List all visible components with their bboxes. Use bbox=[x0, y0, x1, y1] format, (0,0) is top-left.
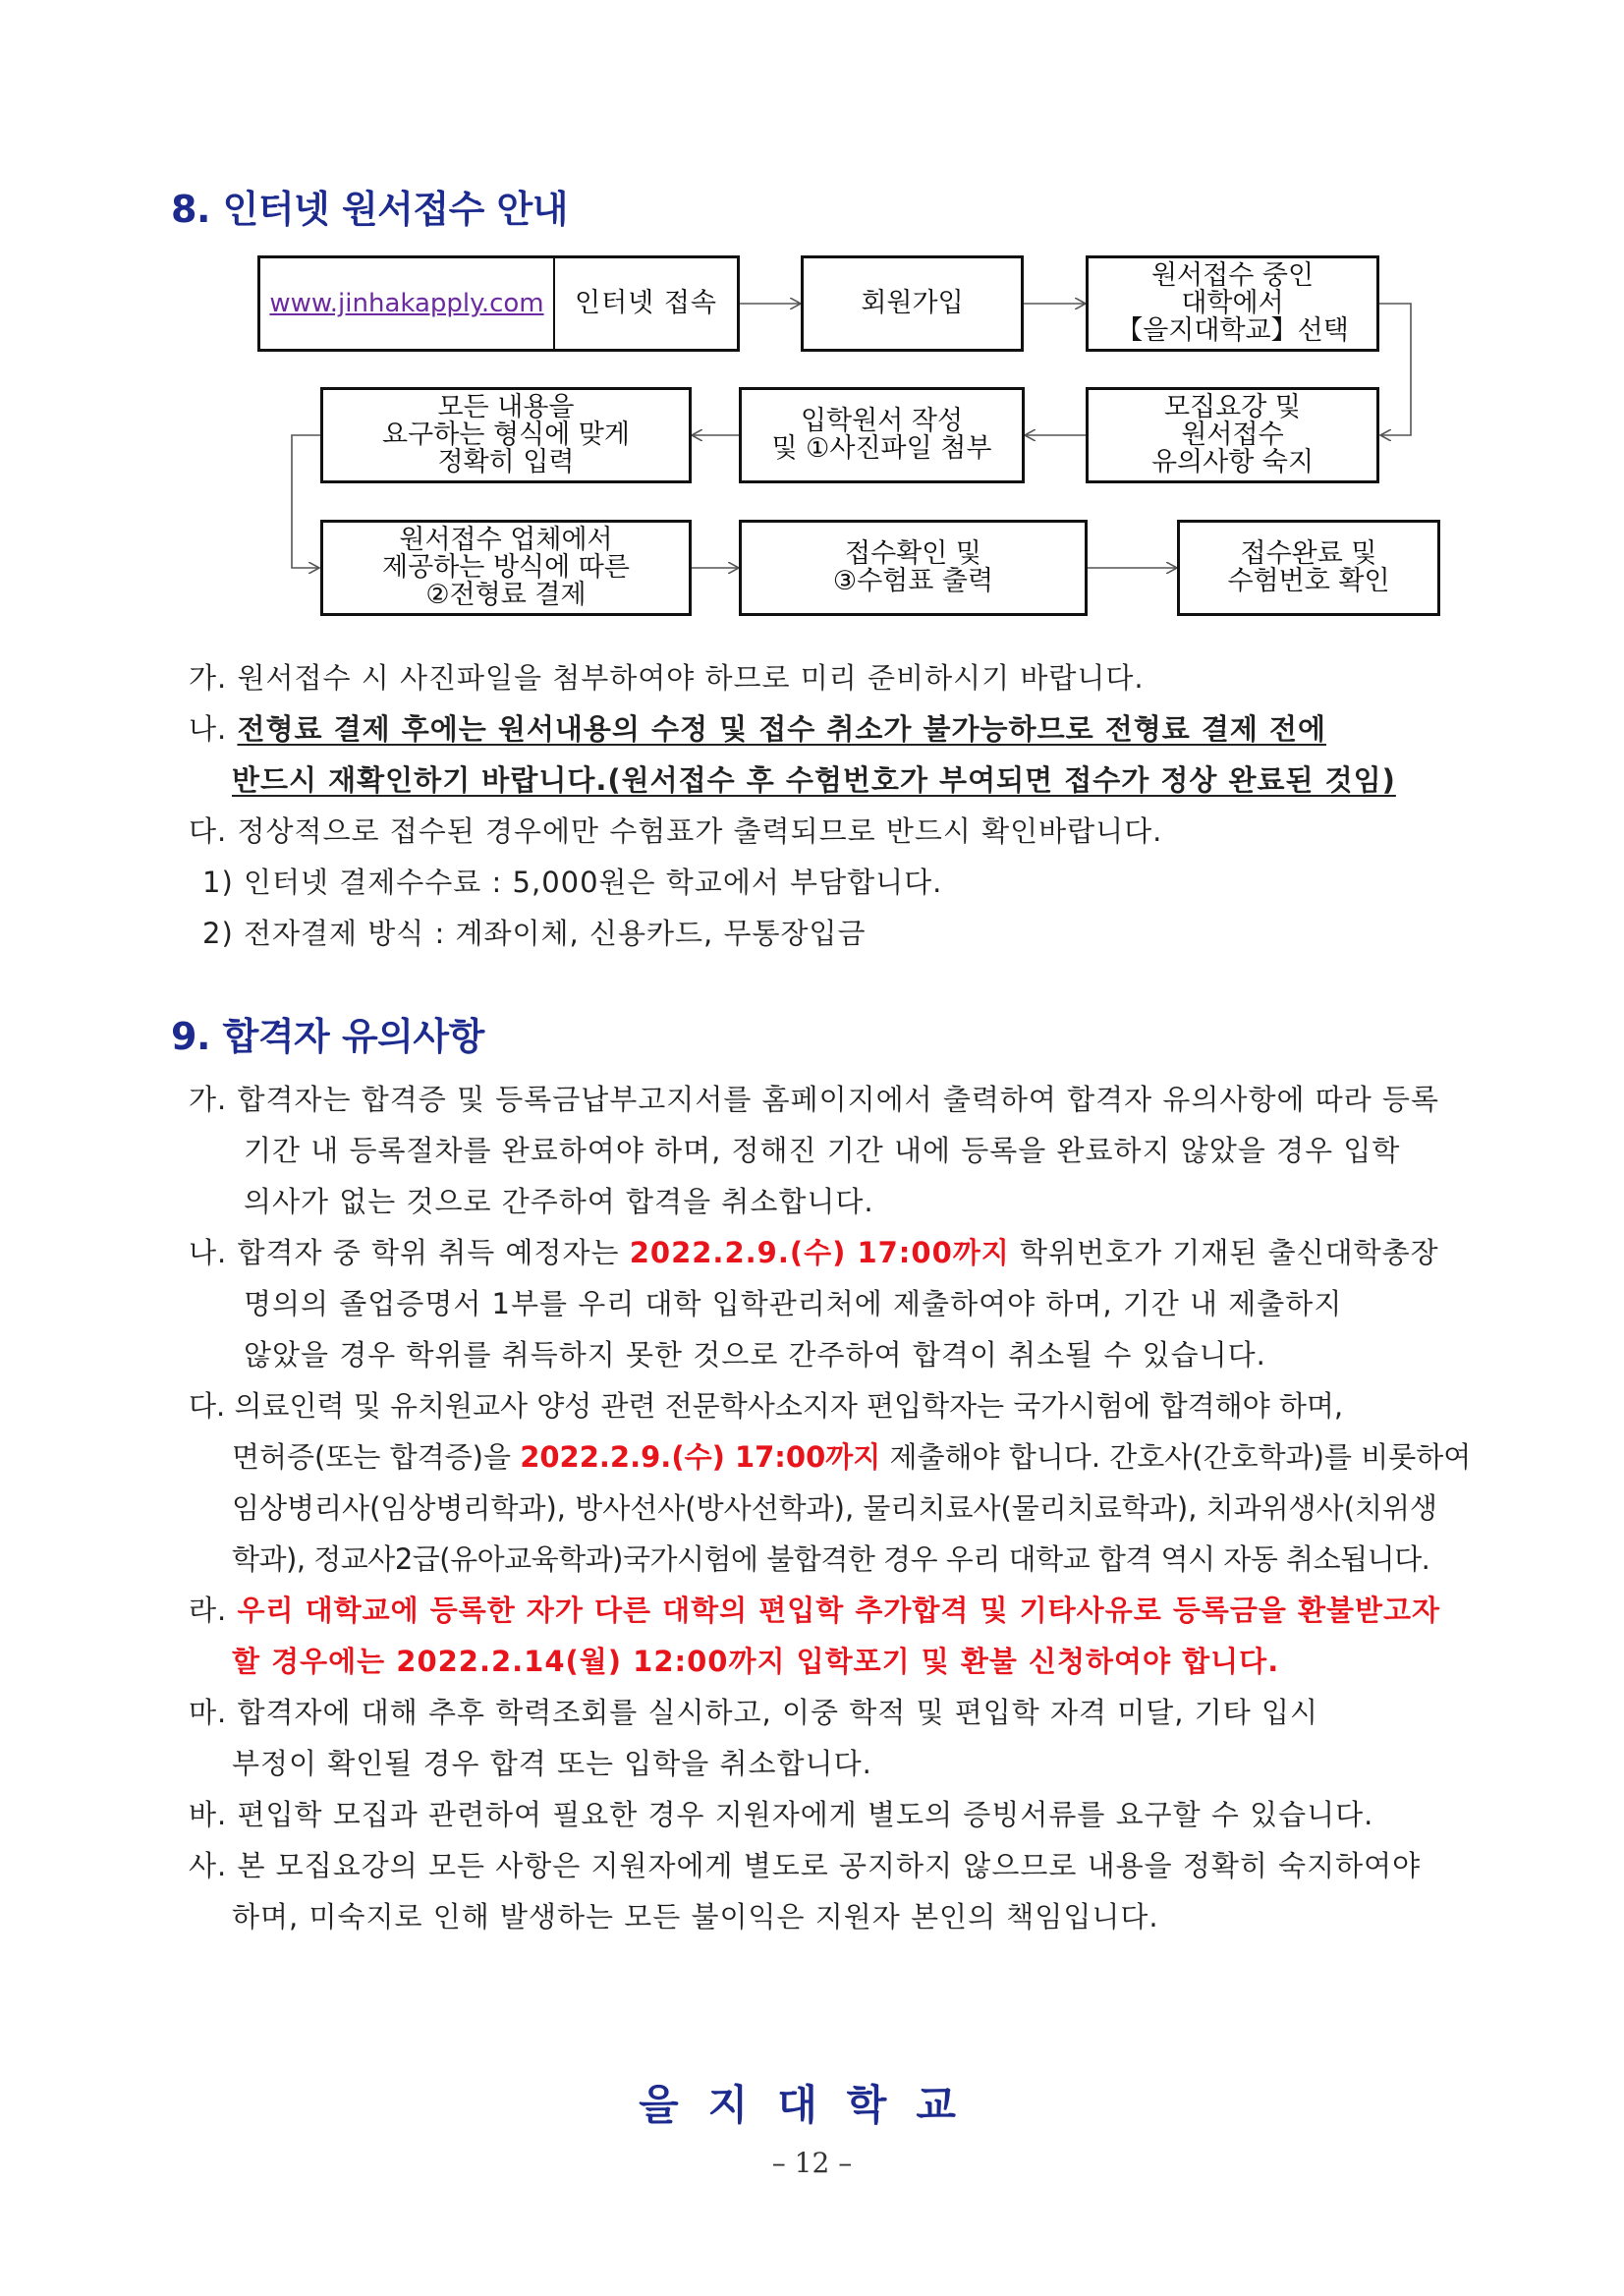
item-da-line3: 임상병리사(임상병리학과), 방사선사(방사선학과), 물리치료사(물리치료학과), 치과위생사(치위생 bbox=[232, 1491, 1438, 1525]
note-da: 다. 정상적으로 접수된 경우에만 수험표가 출력되므로 반드시 확인바랍니다. bbox=[189, 814, 1163, 848]
flow-step-read-guide: 모집요강 및 원서접수 유의사항 숙지 bbox=[1086, 387, 1379, 483]
item-da-deadline: 2022.2.9.(수) 17:00까지 bbox=[520, 1440, 881, 1474]
note-na-line1 bbox=[189, 707, 1326, 748]
arrow-input-to-pay bbox=[292, 435, 320, 568]
item-da-line4: 학과), 정교사2급(유아교육학과)국가시험에 불합격한 경우 우리 대학교 합격 역시 자동 취소됩니다. bbox=[232, 1542, 1430, 1576]
flow-step-signup: 회원가입 bbox=[801, 255, 1024, 352]
item-ma-line1: 마. 합격자에 대해 추후 학력조회를 실시하고, 이중 학적 및 편입학 자격 미달, 기타 입시 bbox=[189, 1696, 1318, 1729]
flow-step-select-university: 원서접수 중인 대학에서 【을지대학교】선택 bbox=[1086, 255, 1379, 352]
item-ga-line3: 의사가 없는 것으로 간주하여 합격을 취소합니다. bbox=[244, 1185, 874, 1218]
flow-step-write-form: 입학원서 작성 및 ①사진파일 첨부 bbox=[739, 387, 1025, 483]
note-fee-1: 1) 인터넷 결제수수료 : 5,000원은 학교에서 부담합니다. bbox=[202, 866, 943, 899]
item-da-suffix: 제출해야 합니다. 간호사(간호학과)를 비롯하여 bbox=[880, 1440, 1472, 1474]
item-ba: 바. 편입학 모집과 관련하여 필요한 경우 지원자에게 별도의 증빙서류를 요구할 수 있습니다. bbox=[189, 1798, 1374, 1831]
item-na-prefix: 나. 합격자 중 학위 취득 예정자는 bbox=[189, 1236, 630, 1269]
note-na-line2: 반드시 재확인하기 바랍니다.(원서접수 후 수험번호가 부여되면 접수가 정상 완료된 것임) bbox=[232, 763, 1396, 797]
note-ga: 가. 원서접수 시 사진파일을 첨부하여야 하므로 미리 준비하시기 바랍니다. bbox=[189, 661, 1145, 695]
internet-access-label: 인터넷 접속 bbox=[575, 288, 717, 318]
page-number: – 12 – bbox=[771, 2147, 853, 2179]
item-ra-line1 bbox=[189, 1589, 1440, 1629]
item-sa-line2: 하며, 미숙지로 인해 발생하는 모든 불이익은 지원자 본인의 책임입니다. bbox=[232, 1900, 1159, 1933]
apply-site-link[interactable]: www.jinhakapply.com bbox=[260, 258, 555, 349]
arrow-select-to-guide bbox=[1379, 304, 1411, 435]
item-da-prefix: 면허증(또는 합격증)을 bbox=[232, 1440, 521, 1474]
flow-step-confirm-number: 접수완료 및 수험번호 확인 bbox=[1177, 520, 1440, 616]
flow-step-enter-info: 모든 내용을 요구하는 형식에 맞게 정확히 입력 bbox=[320, 387, 692, 483]
item-ga-line2: 기간 내 등록절차를 완료하여야 하며, 정해진 기간 내에 등록을 완료하지 않았을 경우 입학 bbox=[244, 1134, 1401, 1167]
item-na-deadline: 2022.2.9.(수) 17:00까지 bbox=[629, 1236, 1010, 1269]
item-na-suffix: 학위번호가 기재된 출신대학총장 bbox=[1009, 1236, 1439, 1269]
item-ra-line2: 할 경우에는 2022.2.14(월) 12:00까지 입학포기 및 환불 신청하여야 합니다. bbox=[232, 1645, 1280, 1678]
section-8-title: 8. 인터넷 원서접수 안내 bbox=[171, 188, 568, 231]
flow-step-pay-fee: 원서접수 업체에서 제공하는 방식에 따른 ②전형료 결제 bbox=[320, 520, 692, 616]
footer-school-name: 을지대학교 bbox=[639, 2081, 985, 2129]
item-ra-prefix: 라. bbox=[189, 1594, 238, 1627]
flow-step-print-ticket: 접수확인 및 ③수험표 출력 bbox=[739, 520, 1088, 616]
item-da-line1: 다. 의료인력 및 유치원교사 양성 관련 전문학사소지자 편입학자는 국가시험에 합격해야 하며, bbox=[189, 1389, 1344, 1423]
item-na-line2: 명의의 졸업증명서 1부를 우리 대학 입학관리처에 제출하여야 하며, 기간 내 제출하지 bbox=[244, 1287, 1343, 1320]
note-na-prefix: 나. bbox=[189, 712, 238, 746]
item-ga-line1: 가. 합격자는 합격증 및 등록금납부고지서를 홈페이지에서 출력하여 합격자 유의사항에 따라 등록 bbox=[189, 1083, 1439, 1116]
item-na-line1 bbox=[189, 1231, 1439, 1271]
item-sa-line1: 사. 본 모집요강의 모든 사항은 지원자에게 별도로 공지하지 않으므로 내용을 정확히 숙지하여야 bbox=[189, 1849, 1422, 1882]
note-na-text-1: 전형료 결제 후에는 원서내용의 수정 및 접수 취소가 불가능하므로 전형료 결제 전에 bbox=[237, 712, 1326, 746]
section-9-title: 9. 합격자 유의사항 bbox=[171, 1015, 484, 1058]
item-ma-line2: 부정이 확인될 경우 합격 또는 입학을 취소합니다. bbox=[232, 1747, 872, 1780]
item-ra-text-1: 우리 대학교에 등록한 자가 다른 대학의 편입학 추가합격 및 기타사유로 등록금을 환불받고자 bbox=[237, 1594, 1441, 1627]
item-da-line2 bbox=[232, 1435, 1471, 1476]
flow-step-internet-access bbox=[257, 255, 740, 352]
item-na-line3: 않았을 경우 학위를 취득하지 못한 것으로 간주하여 합격이 취소될 수 있습니다. bbox=[244, 1338, 1266, 1372]
note-fee-2: 2) 전자결제 방식 : 계좌이체, 신용카드, 무통장입금 bbox=[202, 917, 867, 950]
